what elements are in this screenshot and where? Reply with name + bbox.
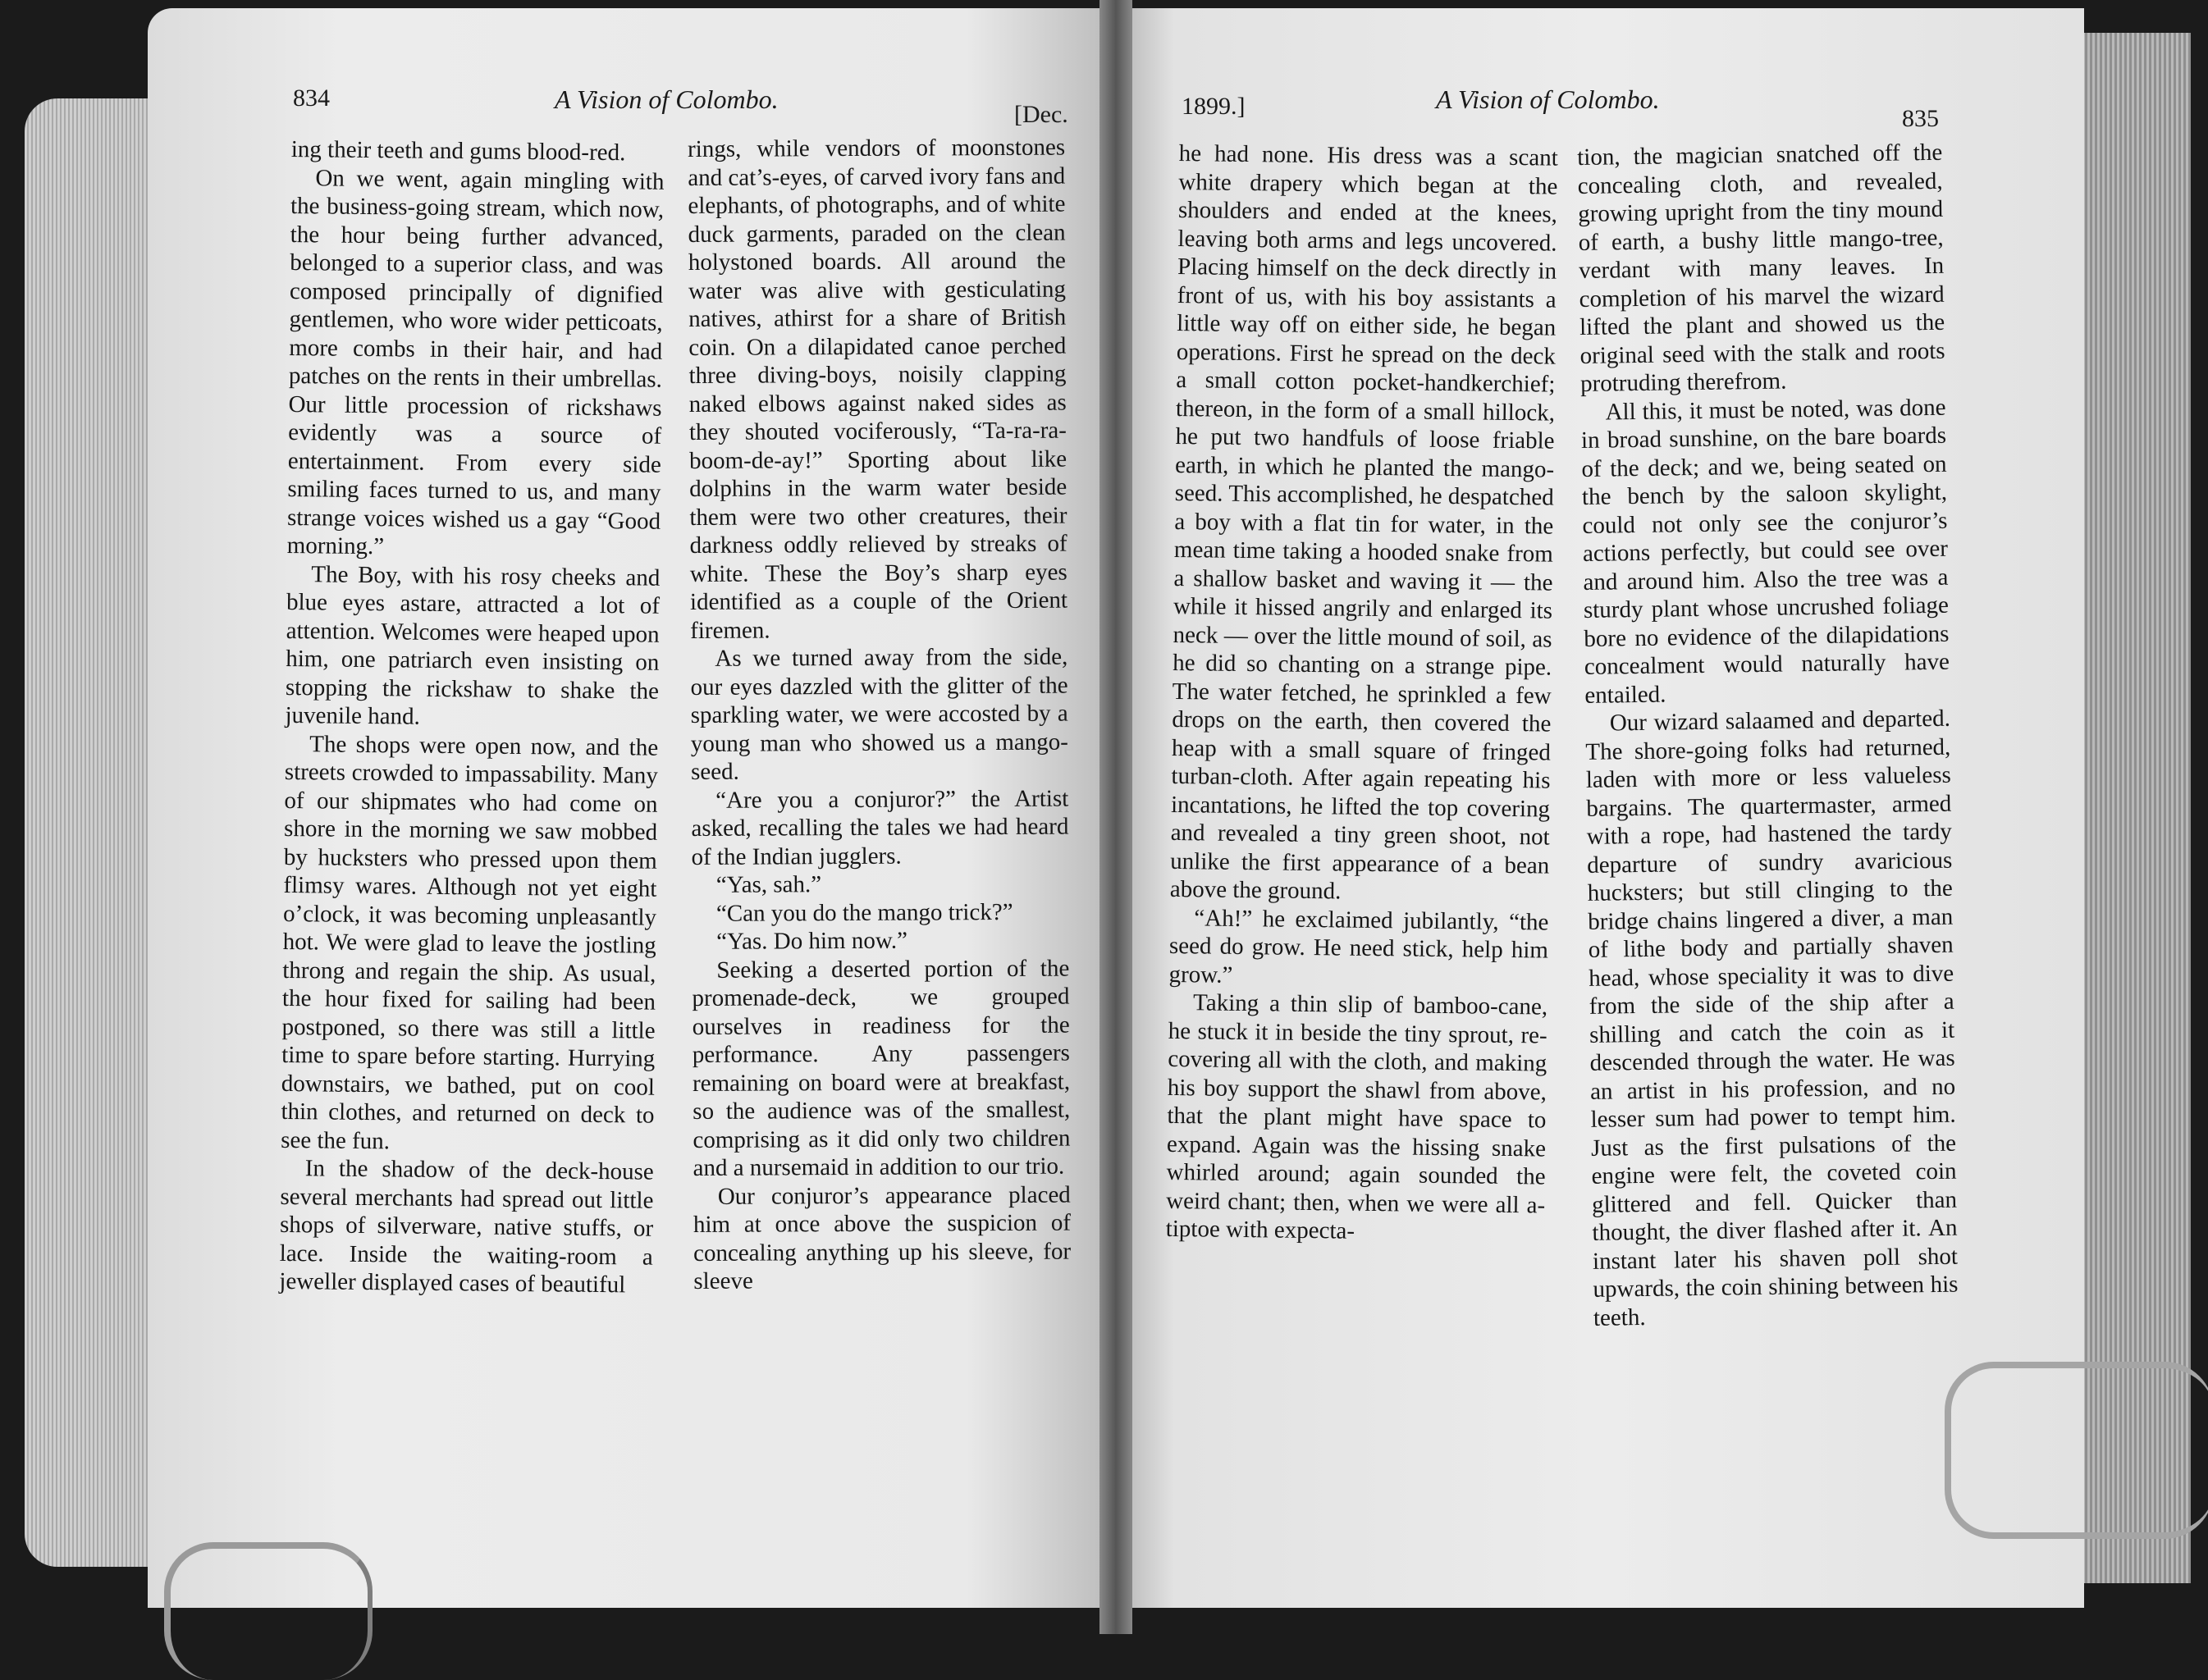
paragraph: Our conjuror’s appearance placed him at once above the suspicion of concealing anything up his sleeve, for sleeve [693,1181,1072,1294]
left-page-number: 834 [293,84,330,112]
paragraph: “Yas, sah.” [715,871,822,898]
left-date-tag: [Dec. [1014,101,1068,128]
paragraph: rings, while vendors of moonstones and cat’s-eyes, of carved ivory fans and elephants, of photographs, and of white duck garments, paraded on the clean holystoned boards. All around the water was alive with gesticulating natives, athirst for a share of British coin. On a dilapidated canoe perched three diving-boys, noisily clapping naked elbows against naked sides as they shouted vociferously, “Ta-ra-ra-boom-de-ay!” Sporting about like dolphins in the warm water beside them were two other creatures, their darkness oddly relieved by streaks of white. These the Boy’s sharp eyes identified as a couple of the Orient firemen. [688,134,1068,644]
page-clip-left [164,1542,373,1680]
paragraph: ing their teeth and gums blood-red. [290,135,626,167]
left-column-2 [688,134,1071,1296]
paragraph: “Ah!” he exclaimed jubilantly, “the seed do grow. He need stick, help him grow.” [1168,904,1549,988]
left-running-title: A Vision of Colombo. [555,84,779,114]
right-date-tag: 1899.] [1182,93,1246,120]
paragraph: Seeking a deserted portion of the promenade-deck, we grouped ourselves in readiness for the performance. Any passengers remaining on board were at breakfast, so the audience was of the smallest, comprising as it did only two children and a nursemaid in addition to our trio. [692,955,1071,1181]
paragraph: On we went, again mingling with the business-going stream, which now, the hour being further advanced, belonged to a superior class, and was composed principally of dignified gentlemen, who wore wider petticoats, more combs in their hair, and had patches on the rents in their umbrellas. Our little procession of rickshaws evidently was a source of entertainment. From every side smiling faces turned to us, and many strange voices wished us a gay “Good morning.” [286,164,665,560]
right-running-title: A Vision of Colombo. [1436,84,1660,114]
paragraph: “Can you do the mango trick?” [715,898,1013,927]
paragraph: All this, it must be noted, was done in broad sunshine, on the bare boards of the deck; and we, being seated on the bench by the saloon skylight, could not only see the conjuror’s actions perfectly, but could see over and around him. Also the tree was a sturdy plant whose uncrushed foliage bore no evidence of the dilapidations concealment would naturally have entailed. [1580,394,1950,709]
paragraph: “Yas. Do him now.” [716,927,908,955]
right-page-number: 835 [1902,105,1939,132]
paragraph: “Are you a conjuror?” the Artist asked, recalling the tales we had heard of the Indian jugglers. [691,785,1069,870]
paragraph: As we turned away from the side, our eyes dazzled with the glitter of the sparkling water, we were accosted by a young man who showed us a mango-seed. [690,643,1068,785]
paragraph: The shops were open now, and the streets crowded to impassability. Many of our shipmates who had come on shore in the morning we saw mobbed by hucksters who pressed upon them flimsy wares. Although not yet eight o’clock, it was becoming unpleasantly hot. We were glad to leave the jostling throng and regain the ship. As usual, the hour fixed for sailing had been postponed, so there was still a little time to spare before starting. Hurrying downstairs, we bathed, put on cool thin clothes, and returned on deck to see the fun. [281,730,659,1154]
right-column-1 [1166,139,1558,1248]
paragraph: tion, the magician snatched off the concealing cloth, and revealed, growing upright from the tiny mound of earth, a bushy little mango-tree, verdant with many leaves. In completion of his marvel the wizard lifted the plant and showed us the original seed with the stalk and roots protruding therefrom. [1577,139,1945,397]
paragraph: In the shadow of the deck-house several merchants had spread out little shops of silverware, native stuffs, or lace. Inside the waiting-room a jeweller displayed cases of beautiful [279,1155,654,1299]
right-column-2 [1577,139,1959,1332]
paragraph: The Boy, with his rosy cheeks and blue eyes astare, attracted a lot of attention. Welcomes were heaped upon him, one patriarch even insisting on stopping the rickshaw to shake the juvenile hand. [285,560,661,730]
paragraph: he had none. His dress was a scant white drapery which began at the shoulders and ended at the knees, leaving both arms and legs uncovered. Placing himself on the deck directly in front of us, with his boy assistants a little way off on either side, he began operations. First he spread on the deck a small cotton pocket-handkerchief; thereon, in the form of a small hillock, he put two handfuls of loose friable earth, in which he planted the mango-seed. This accomplished, he despatched a boy with a flat tin for water, in the mean time taking a hooded snake from a shallow basket and waving it — the while it hissed angrily and enlarged its neck — over the little mound of soil, as he did so chanting on a strange pipe. The water fetched, he sprinkled a few drops on the earth, then covered the heap with a small square of fringed turban-cloth. After again repeating his incantations, he lifted the top covering and revealed a tiny green shoot, not unlike the first appearance of a bean above the ground. [1169,139,1558,905]
left-column-1 [279,135,665,1299]
page-clip-right [1945,1362,2208,1539]
book-gutter [1099,0,1132,1634]
paragraph: Taking a thin slip of bamboo-cane, he stuck it in beside the tiny sprout, re-covering all with the cloth, and making his boy support the shawl from above, that the plant might have space to expand. Again was the hissing snake whirled around; again sounded the weird chant; then, when we were all a-tiptoe with expecta- [1165,989,1548,1244]
right-page-edges [2068,33,2191,1583]
paragraph: Our wizard salaamed and departed. The shore-going folks had returned, laden with more or less valueless bargains. The quartermaster, armed with a rope, had hastened the tardy departure of sundry avaricious hucksters; but still clinging to the bridge chains lingered a diver, a man of lithe body and partially shaven head, whose speciality it was to dive from the side of the ship after a shilling and catch the coin as it descended through the water. He was an artist in his profession, and no lesser sum had power to tempt him. Just as the first pulsations of the engine were felt, the coveted coin glittered and fell. Quicker than thought, the diver flashed after it. An instant later his shaven poll shot upwards, the coin shining between his teeth. [1585,705,1959,1331]
